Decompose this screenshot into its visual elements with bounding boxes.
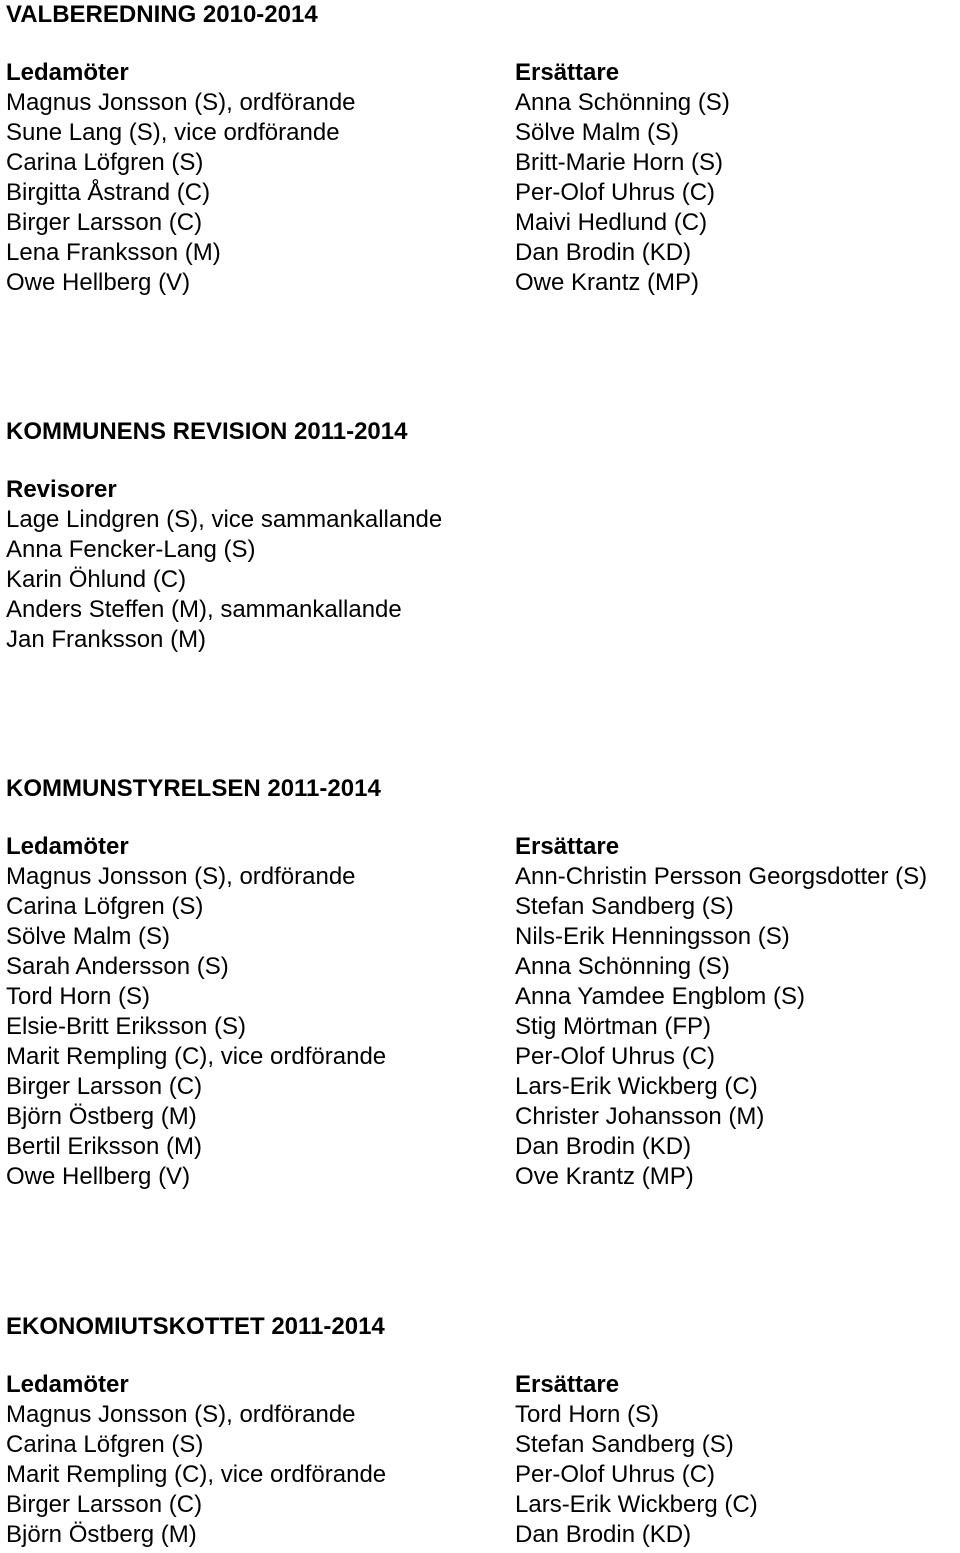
list-item: Stefan Sandberg (S) [515, 893, 734, 920]
list-item: Birger Larsson (C) [6, 209, 203, 236]
section-heading: VALBEREDNING 2010-2014 [6, 1, 318, 28]
list-item: Lage Lindgren (S), vice sammankallande [6, 506, 443, 533]
member-columns [6, 1370, 956, 1550]
list-item: Birger Larsson (C) [6, 1491, 203, 1518]
list-item: Maivi Hedlund (C) [515, 209, 708, 236]
list-item: Bertil Eriksson (M) [6, 1133, 203, 1160]
list-item: Sölve Malm (S) [6, 923, 171, 950]
list-item: Marit Rempling (C), vice ordförande [6, 1461, 387, 1488]
section-heading: KOMMUNSTYRELSEN 2011-2014 [6, 775, 381, 802]
list-item: Anna Schönning (S) [515, 89, 730, 116]
list-item: Christer Johansson (M) [515, 1103, 765, 1130]
member-columns [6, 832, 956, 1192]
list-item: Magnus Jonsson (S), ordförande [6, 1401, 356, 1428]
auditors-list [6, 475, 956, 655]
list-item: Stig Mörtman (FP) [515, 1013, 712, 1040]
members-column [6, 832, 386, 1192]
substitutes-column [515, 1370, 758, 1550]
list-item: Per-Olof Uhrus (C) [515, 179, 716, 206]
members-column [6, 58, 356, 298]
column-title-ledamoter: Ledamöter [6, 833, 129, 860]
members-column [6, 1370, 386, 1550]
list-item: Lars-Erik Wickberg (C) [515, 1491, 758, 1518]
list-item: Elsie-Britt Eriksson (S) [6, 1013, 247, 1040]
list-item: Carina Löfgren (S) [6, 149, 204, 176]
section-valberedning [6, 0, 956, 298]
list-item: Per-Olof Uhrus (C) [515, 1461, 716, 1488]
list-item: Anna Fencker-Lang (S) [6, 536, 256, 563]
section-kommunstyrelsen [6, 774, 956, 1192]
column-title-ledamoter: Ledamöter [6, 1371, 129, 1398]
column-title-ersattare: Ersättare [515, 833, 620, 860]
list-item: Lena Franksson (M) [6, 239, 221, 266]
list-item: Dan Brodin (KD) [515, 1521, 692, 1548]
list-item: Sölve Malm (S) [515, 119, 680, 146]
list-item: Britt-Marie Horn (S) [515, 149, 724, 176]
section-heading: KOMMUNENS REVISION 2011-2014 [6, 418, 408, 445]
list-item: Carina Löfgren (S) [6, 893, 204, 920]
column-title-revisorer: Revisorer [6, 476, 117, 503]
list-item: Magnus Jonsson (S), ordförande [6, 89, 356, 116]
list-item: Sune Lang (S), vice ordförande [6, 119, 340, 146]
column-title-ersattare: Ersättare [515, 1371, 620, 1398]
list-item: Tord Horn (S) [515, 1401, 660, 1428]
list-item: Owe Hellberg (V) [6, 269, 191, 296]
section-revision [6, 417, 956, 655]
list-item: Birger Larsson (C) [6, 1073, 203, 1100]
list-item: Jan Franksson (M) [6, 626, 207, 653]
list-item: Tord Horn (S) [6, 983, 151, 1010]
list-item: Ann-Christin Persson Georgsdotter (S) [515, 863, 928, 890]
list-item: Lars-Erik Wickberg (C) [515, 1073, 758, 1100]
list-item: Björn Östberg (M) [6, 1103, 197, 1130]
list-item: Owe Krantz (MP) [515, 269, 700, 296]
list-item: Ove Krantz (MP) [515, 1163, 694, 1190]
section-heading: EKONOMIUTSKOTTET 2011-2014 [6, 1313, 385, 1340]
list-item: Stefan Sandberg (S) [515, 1431, 734, 1458]
substitutes-column [515, 58, 730, 298]
list-item: Birgitta Åstrand (C) [6, 179, 211, 206]
list-item: Magnus Jonsson (S), ordförande [6, 863, 356, 890]
list-item: Dan Brodin (KD) [515, 1133, 692, 1160]
list-item: Anna Schönning (S) [515, 953, 730, 980]
list-item: Per-Olof Uhrus (C) [515, 1043, 716, 1070]
list-item: Anna Yamdee Engblom (S) [515, 983, 805, 1010]
list-item: Dan Brodin (KD) [515, 239, 692, 266]
list-item: Sarah Andersson (S) [6, 953, 229, 980]
column-title-ledamoter: Ledamöter [6, 59, 129, 86]
list-item: Karin Öhlund (C) [6, 566, 187, 593]
section-ekonomiutskottet [6, 1312, 956, 1550]
substitutes-column [515, 832, 927, 1192]
member-columns [6, 58, 956, 298]
list-item: Marit Rempling (C), vice ordförande [6, 1043, 387, 1070]
column-title-ersattare: Ersättare [515, 59, 620, 86]
list-item: Nils-Erik Henningsson (S) [515, 923, 790, 950]
list-item: Carina Löfgren (S) [6, 1431, 204, 1458]
list-item: Owe Hellberg (V) [6, 1163, 191, 1190]
list-item: Björn Östberg (M) [6, 1521, 197, 1548]
list-item: Anders Steffen (M), sammankallande [6, 596, 402, 623]
